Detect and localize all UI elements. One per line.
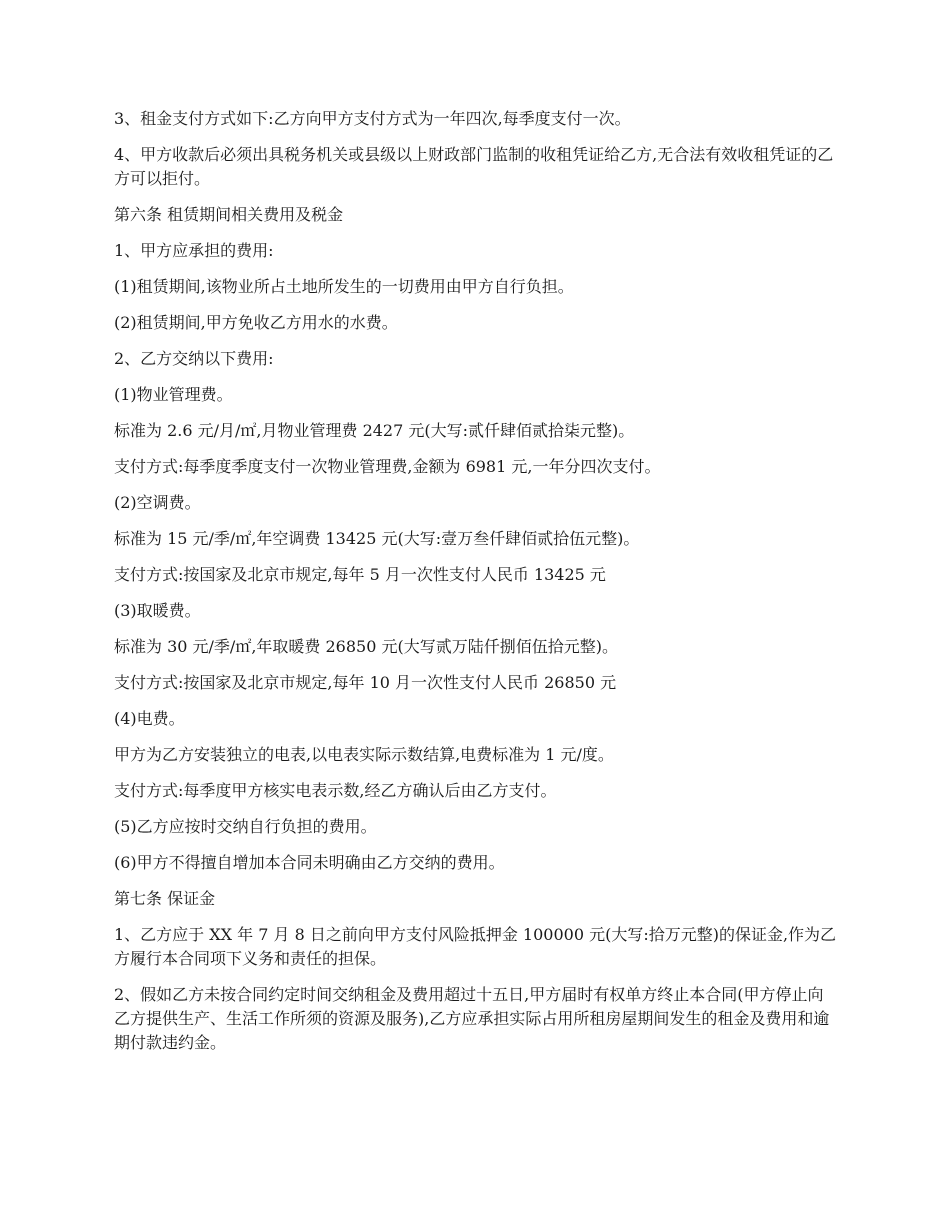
paragraph-electricity-title: (4)电费。 (114, 709, 185, 728)
paragraph-heating-fee-standard: 标准为 30 元/季/㎡,年取暖费 26850 元(大写贰万陆仟捌佰伍拾元整)。 (114, 637, 618, 656)
paragraph-ac-fee-title: (2)空调费。 (114, 493, 201, 512)
paragraph-timely-payment: (5)乙方应按时交纳自行负担的费用。 (114, 817, 377, 836)
section-heading-article-7: 第七条 保证金 (114, 889, 216, 908)
paragraph-deposit: 1、乙方应于 XX 年 7 月 8 日之前向甲方支付风险抵押金 100000 元(大写:拾万元整)的保证金,作为乙方履行本合同项下义务和责任的担保。 (114, 925, 837, 968)
paragraph-electricity-standard: 甲方为乙方安装独立的电表,以电表实际示数结算,电费标准为 1 元/度。 (114, 745, 614, 764)
paragraph-receipt-requirement: 4、甲方收款后必须出具税务机关或县级以上财政部门监制的收租凭证给乙方,无合法有效收租凭证的乙方可以拒付。 (114, 145, 834, 188)
paragraph-payment-method: 3、租金支付方式如下:乙方向甲方支付方式为一年四次,每季度支付一次。 (114, 109, 631, 128)
paragraph-party-a-costs: 1、甲方应承担的费用: (114, 241, 274, 260)
paragraph-property-fee-title: (1)物业管理费。 (114, 385, 233, 404)
paragraph-property-fee-payment: 支付方式:每季度季度支付一次物业管理费,金额为 6981 元,一年分四次支付。 (114, 457, 661, 476)
paragraph-electricity-payment: 支付方式:每季度甲方核实电表示数,经乙方确认后由乙方支付。 (114, 781, 557, 800)
paragraph-water-fee: (2)租赁期间,甲方免收乙方用水的水费。 (114, 313, 398, 332)
paragraph-heating-fee-payment: 支付方式:按国家及北京市规定,每年 10 月一次性支付人民币 26850 元 (114, 673, 617, 692)
paragraph-ac-fee-standard: 标准为 15 元/季/㎡,年空调费 13425 元(大写:壹万叁仟肆佰贰拾伍元整)。 (114, 529, 640, 548)
paragraph-no-extra-fees: (6)甲方不得擅自增加本合同未明确由乙方交纳的费用。 (114, 853, 505, 872)
paragraph-property-fee-standard: 标准为 2.6 元/月/㎡,月物业管理费 2427 元(大写:贰仟肆佰贰拾柒元整)。 (114, 421, 635, 440)
section-heading-article-6: 第六条 租赁期间相关费用及税金 (114, 205, 344, 224)
paragraph-heating-fee-title: (3)取暖费。 (114, 601, 201, 620)
paragraph-ac-fee-payment: 支付方式:按国家及北京市规定,每年 5 月一次性支付人民币 13425 元 (114, 565, 606, 584)
paragraph-late-payment: 2、假如乙方未按合同约定时间交纳租金及费用超过十五日,甲方届时有权单方终止本合同(甲方停止向乙方提供生产、生活工作所须的资源及服务),乙方应承担实际占用所租房屋期间发生的租金及费用和逾期付款违约金。 (114, 985, 830, 1052)
paragraph-party-b-costs: 2、乙方交纳以下费用: (114, 349, 274, 368)
paragraph-land-costs: (1)租赁期间,该物业所占土地所发生的一切费用由甲方自行负担。 (114, 277, 574, 296)
